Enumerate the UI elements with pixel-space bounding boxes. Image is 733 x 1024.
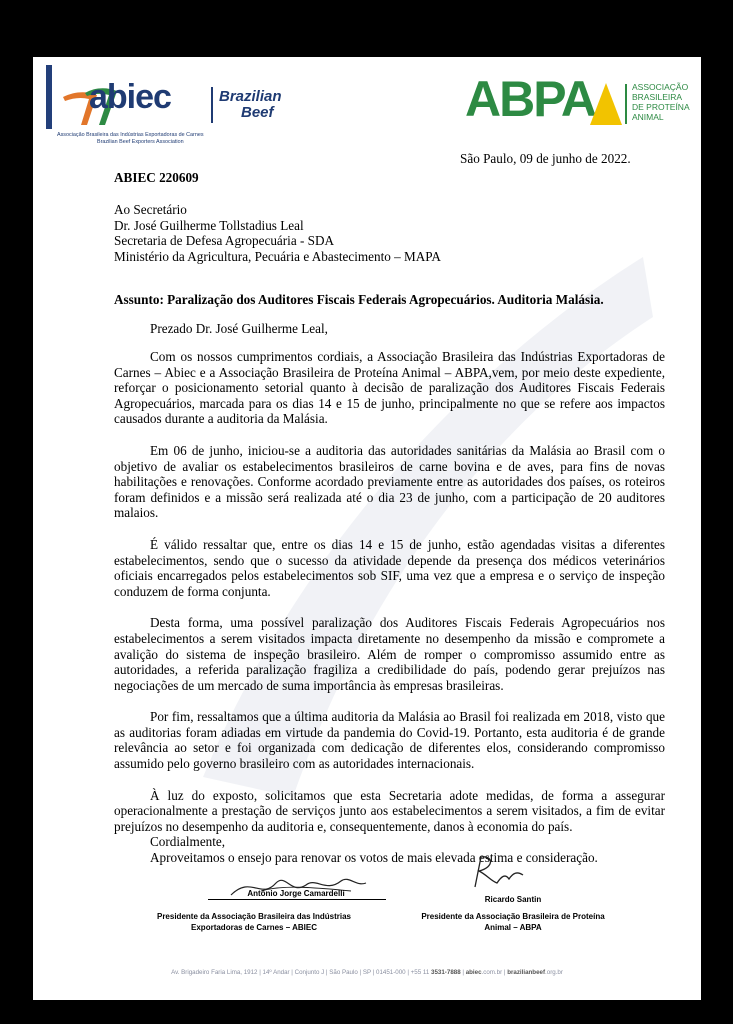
brazilian-word: Brazilian — [219, 88, 282, 105]
letter-footer: Av. Brigadeiro Faria Lima, 1912 | 14º Andar | Conjunto J | São Paulo | SP | 01451-000 | +55 11 3531-7888 | abiec.com.br | brazilianbeef.org.br — [171, 969, 563, 976]
body-paragraph: Aproveitamos o ensejo para renovar os votos de mais elevada estima e consideração. — [150, 850, 598, 866]
abpa-full-line: BRASILEIRA — [632, 92, 683, 102]
body-paragraph: Com os nossos cumprimentos cordiais, a Associação Brasileira das Indústrias Exportadoras de Carnes – Abiec e a Associação Brasileira de Proteína Animal – ABPA,vem, por meio deste expediente, reforçar o posicionamento setorial quanto à decisão de paralização dos Auditores Fiscais Federais Agropecuários, marcada para os dias 14 e 15 de junho, principalmente no que se refere aos impactos causados durante a auditoria da Malásia. — [114, 349, 665, 427]
abiec-subtitle-en: Brazilian Beef Exporters Association — [97, 139, 184, 145]
abpa-full-line: DE PROTEÍNA — [632, 102, 690, 112]
abiec-logo-separator — [211, 87, 213, 123]
abpa-full-line: ANIMAL — [632, 112, 664, 122]
letter-body — [114, 349, 665, 882]
signatory-right-name: Ricardo Santin — [484, 895, 542, 904]
role-line: Exportadoras de Carnes – ABIEC — [191, 922, 317, 932]
letter-closing: Cordialmente, — [150, 834, 226, 849]
address-line: Secretaria de Defesa Agropecuária - SDA — [114, 233, 335, 249]
body-paragraph: Desta forma, uma possível paralização dos Auditores Fiscais Federais Agropecuários nos estabelecimentos a serem visitados impacta diretamente no desempenho da missão e compromete a avalição do sistema de inspeção brasileiro. Além de romper o compromisso assumido entre as autoridades, a referida paralização fragiliza a credibilidade do país, podendo gerar prejuízos nas negociações de um mercado de suma importância às empresas brasileiras. — [114, 615, 665, 693]
role-line: Animal – ABPA — [484, 922, 542, 932]
footer-address: Av. Brigadeiro Faria Lima, 1912 | 14º Andar | Conjunto J | São Paulo | SP | 01451-000 | +55 11 — [171, 969, 430, 976]
role-line: Presidente da Associação Brasileira de Proteína — [421, 912, 605, 921]
body-paragraph: Em 06 de junho, iniciou-se a auditoria das autoridades sanitárias da Malásia ao Brasil com o objetivo de avaliar os estabelecimentos brasileiros de carne bovina e de aves, para fins de novas habilitações e renovações. Conforme acordado previamente entre as autoridades dos países, os roteiros foram definidos e a missão será realizada até o dia 23 de junho, com a participação de 20 auditores malaios. — [114, 442, 665, 521]
abiec-subtitle — [57, 132, 297, 146]
letter-page — [33, 57, 701, 1000]
letter-date: São Paulo, 09 de junho de 2022. — [460, 151, 631, 166]
body-paragraph: Por fim, ressaltamos que a última auditoria da Malásia ao Brasil foi realizada em 2018, visto que as auditorias foram adiadas em virtude da pandemia do Covid-19. Portanto, esta auditoria é de grande relevância ao setor e foi organizada com dedicação de diferentes elos, considerando compromisso assumido pelo governo brasileiro com as autoridades internacionais. — [114, 709, 665, 772]
abiec-subtitle-pt: Associação Brasileira das Indústrias Exportadoras de Carnes — [57, 132, 204, 138]
abpa-triangle-icon — [588, 79, 624, 127]
footer-site-brazilianbeef: brazilianbeef — [507, 969, 546, 976]
letter-subject: Assunto: Paralização dos Auditores Fiscais Federais Agropecuários. Auditoria Malásia. — [114, 292, 604, 307]
brazilian-beef-logo — [219, 89, 282, 121]
signatory-left-name: Antônio Jorge Camardelli — [247, 889, 345, 898]
body-paragraph: À luz do exposto, solicitamos que esta Secretaria adote medidas, de forma a assegurar operacionalmente a prestação de serviços junto aos estabelecimentos a serem visitados, a fim de evitar prejuízos no desempenho da auditoria e, consequentemente, danos à economia do país. — [114, 787, 665, 834]
role-line: Presidente da Associação Brasileira das Indústrias — [156, 912, 351, 921]
signatory-left-role — [129, 912, 379, 933]
header-accent-bar — [46, 65, 52, 129]
footer-site-abiec: abiec — [465, 969, 482, 976]
address-line: Ministério da Agricultura, Pecuária e Abastecimento – MAPA — [114, 248, 441, 264]
body-paragraph: É válido ressaltar que, entre os dias 14 e 15 de junho, estão agendadas visitas a diferentes estabelecimentos, sendo que o sucesso da atividade depende da presença dos médicos veterinários oficiais encarregados pelos estabelecimentos sob SIF, uma vez que a empresa e o serviço de inspeção conduzem de forma conjunta. — [114, 536, 665, 599]
beef-word: Beef — [241, 104, 274, 121]
letter-reference: ABIEC 220609 — [114, 170, 199, 185]
address-line: Ao Secretário — [114, 202, 187, 217]
footer-phone: 3531-7888 — [431, 969, 461, 976]
footer-site-abiec-suffix: .com.br — [481, 969, 503, 976]
footer-site-brazilianbeef-suffix: .org.br — [545, 969, 563, 976]
abiec-logo: abiec — [89, 78, 171, 116]
abpa-full-line: ASSOCIAÇÃO — [632, 82, 689, 92]
signature-line-left — [208, 899, 386, 900]
signature-right-icon — [463, 853, 533, 891]
address-line: Dr. José Guilherme Tollstadius Leal — [114, 217, 304, 233]
recipient-address — [114, 202, 441, 264]
abpa-logo-separator — [625, 84, 627, 124]
abpa-logo: ABPA — [465, 71, 595, 127]
abpa-full-name — [632, 82, 690, 122]
letter-greeting: Prezado Dr. José Guilherme Leal, — [150, 321, 328, 336]
signatory-right-role — [388, 912, 638, 933]
